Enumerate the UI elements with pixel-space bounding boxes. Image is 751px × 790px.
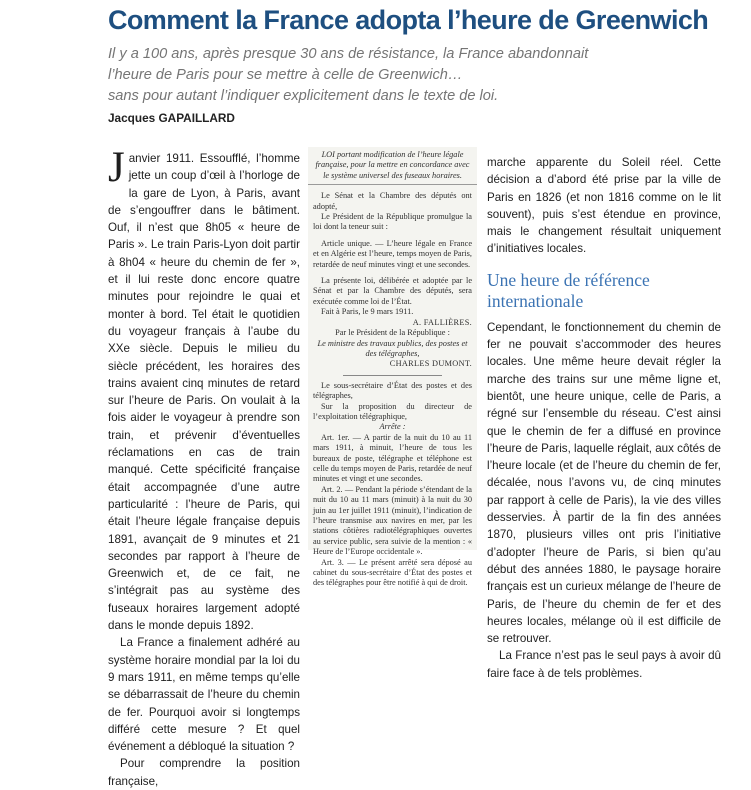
- law-article-2: Art. 2. — Pendant la période s’étendant de la nuit du 10 au 11 mars (minuit) à la nuit du 30 juin au 1er juillet 1911 (minuit), l’indication de l’heure transmise aux navires en mer, par les stations côtières radiotélégraphiques ouvertes au service public, sera suivie de la mention : « Heure de l’Europe occidentale ».: [313, 484, 472, 557]
- chapo-line-1: Il y a 100 ans, après presque 30 ans de résistance, la France abandonnait: [108, 46, 589, 62]
- law-line-2: Le Président de la République promulgue la loi dont la teneur suit :: [313, 212, 472, 232]
- body-paragraph-1: anvier 1911. Essoufflé, l’homme jette un coup d’œil à l’horloge de la gare de Lyon, à Paris, avant de s’engouffrer dans le bâtiment. Ouf, il n’est que 8h05 « heure de Paris ». Le train Paris-Lyon doit partir à 8h04 « heure du chemin de fer », et il lui reste donc encore quatre minutes pour rejoindre le quai et monter à bord. Tel était le quotidien du voyageur français à l’aube du XXe siècle. Depuis le milieu du siècle précédent, les horaires des trains avaient cinq minutes de retard sur l’heure de Paris. On voulait à la fois aider le voyageur à prendre son train, et prévenir d’éventuelles réclamations en cas de train manqué. Cette spécificité française était accompagnée d’une autre particularité : l’heure de Paris, qui était l’heure légale française depuis 1891, avançait de 9 minutes et 21 secondes par rapport à l’heure de Greenwich et, de ce fait, ne s’intégrait pas au système des fuseaux horaires largement adopté dans le monde depuis 1892.: [108, 152, 300, 633]
- body-paragraph-5: Cependant, le fonctionnement du chemin de fer ne pouvait s’accommoder des heures locales. Une même heure devait régler la marche des trains sur une même ligne et, bientôt, une heure unique, celle de Paris, a régné sur l’ensemble du réseau. C’est ainsi que le chemin de fer a diffusé en province l’heure de Paris, laquelle réglait, aux côtés de l’heure locale (et de l’heure du chemin de fer, décalée, nous l’avons vu, de cinq minutes par rapport à celle de Paris), la vie des villes desservies. À partir de la fin des années 1870, plusieurs villes ont pris l’initiative d’adopter l’heure de Paris, si bien qu’au début des années 1880, le paysage horaire français est un curieux mélange de l’heure de Paris, de l’heure du chemin de fer et des heures locales, mélange où il est difficile de se retrouver.: [487, 320, 721, 646]
- right-text-column: [487, 154, 721, 680]
- law-document-facsimile: [308, 147, 477, 588]
- section-subheading: Une heure de référence internationale: [487, 269, 650, 311]
- body-paragraph-6: La France n’est pas le seul pays à avoir dû faire face à de tels problèmes.: [487, 649, 721, 680]
- drop-cap: J: [108, 144, 125, 191]
- law-line-1: Le Sénat et la Chambre des députés ont adopté,: [313, 191, 472, 211]
- law-article-3: Art. 3. — Le présent arrêté sera déposé au cabinet du sous-secrétaire d’État des postes et des télégraphes pour être notifié à qui de droit.: [313, 557, 472, 588]
- body-paragraph-3: Pour comprendre la position française,: [108, 757, 300, 788]
- law-document-title: LOI portant modification de l’heure légale française, pour la mettre en concordance avec le système universel des fuseaux horaires.: [308, 147, 477, 185]
- author-byline: Jacques GAPAILLARD: [108, 111, 235, 125]
- chapo-line-3: sans pour autant l’indiquer explicitement dans le texte de loi.: [108, 88, 499, 104]
- law-line-4: La présente loi, délibérée et adoptée par le Sénat et par la Chambre des députés, sera exécutée comme loi de l’État.: [313, 276, 472, 306]
- body-paragraph-2: La France a finalement adhéré au système horaire mondial par la loi du 9 mars 1911, en même temps qu’elle se débarrassait de l’heure du chemin de fer. Pourquoi avoir si longtemps différé cette mesure ? Et quel événement a débloqué la situation ?: [108, 636, 300, 754]
- law-line-10: Le sous-secrétaire d’État des postes et des télégraphes,: [313, 380, 472, 401]
- law-line-5: Fait à Paris, le 9 mars 1911.: [321, 307, 414, 317]
- law-line-8: Le ministre des travaux publics, des postes et des télégraphes,: [317, 338, 468, 358]
- law-signature-dumont: CHARLES DUMONT.: [389, 359, 472, 369]
- body-paragraph-4: marche apparente du Soleil réel. Cette décision a d’abord été prise par la ville de Paris en 1826 (et non 1816 comme on le lit souvent), puis s’est étendue en province, mais le changement résultait uniquement d’initiatives locales.: [487, 156, 721, 256]
- article-title: Comment la France adopta l’heure de Greenwich: [108, 5, 709, 35]
- law-signature-fallieres: A. FALLIÈRES.: [412, 317, 472, 327]
- law-line-11: Sur la proposition du directeur de l’exploitation télégraphique,: [313, 401, 472, 421]
- law-line-3: Article unique. — L’heure légale en France et en Algérie est l’heure, temps moyen de Paris, retardée de neuf minutes vingt et une secondes.: [313, 238, 472, 269]
- law-line-7: Par le Président de la République :: [335, 328, 450, 338]
- chapo-line-2: l’heure de Paris pour se mettre à celle de Greenwich…: [108, 67, 463, 83]
- law-divider: [343, 375, 442, 376]
- left-text-column: [108, 144, 300, 788]
- law-line-12: Arrête :: [379, 422, 406, 432]
- law-article-1: Art. 1er. — A partir de la nuit du 10 au 11 mars 1911, à minuit, l’heure de tous les bureaux de poste, télégraphe et téléphone est celle du temps moyen de Paris, retardée de neuf minutes et vingt et une secondes.: [313, 432, 472, 484]
